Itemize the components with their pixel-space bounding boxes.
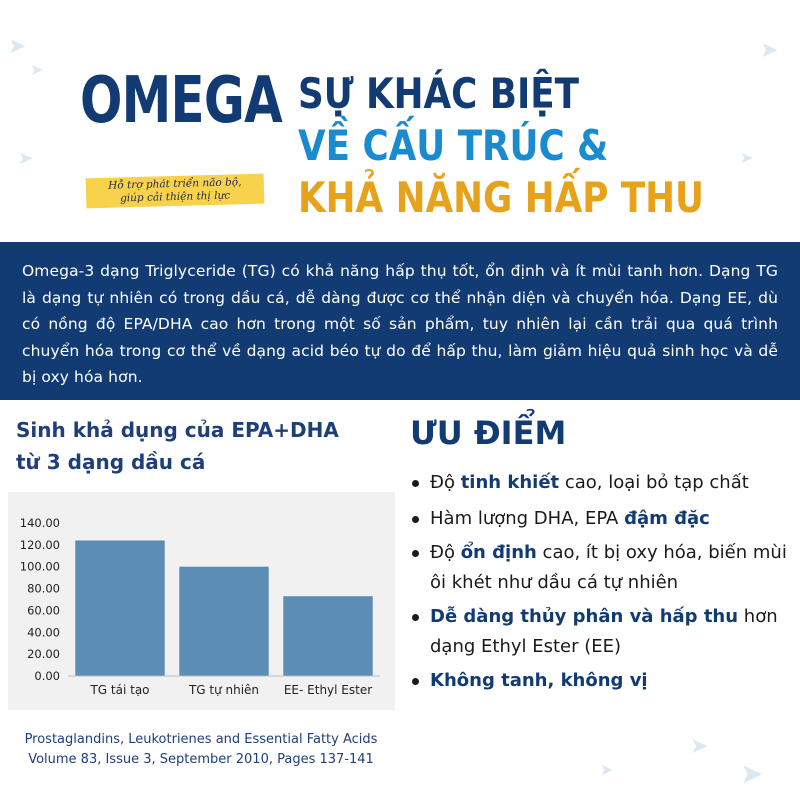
fish-decoration-icon: ➤ bbox=[18, 148, 34, 169]
bar bbox=[75, 540, 164, 676]
bar bbox=[179, 567, 268, 676]
fish-decoration-icon: ➤ bbox=[760, 38, 779, 63]
intro-text: Omega-3 dạng Triglyceride (TG) có khả năng hấp thụ tốt, ổn định và ít mùi tanh hơn. Dạng TG là dạng tự nhiên có trong dầu cá, dễ dàng được cơ thể nhận diện và chuyển hóa. Dạng EE, dù có nồng độ EPA/DHA cao hơn trong một số sản phẩm, tuy nhiên lại cần trải qua quá trình chuyển hóa trong cơ thể về dạng acid béo tự do để hấp thu, làm giảm hiệu quả sinh học và dễ bị oxy hóa hơn. bbox=[22, 262, 778, 386]
fish-decoration-icon: ➤ bbox=[740, 757, 764, 790]
x-category-label: EE- Ethyl Ester bbox=[283, 683, 373, 697]
advantage-item: Độ ổn định cao, ít bị oxy hóa, biến mùi ôi khét như dầu cá tự nhiên bbox=[408, 538, 793, 598]
fish-decoration-icon: ➤ bbox=[30, 60, 44, 79]
x-category-label: TG tự nhiên bbox=[188, 683, 260, 697]
headline bbox=[298, 68, 776, 224]
bar-chart bbox=[8, 492, 395, 710]
fish-decoration-icon: ➤ bbox=[600, 760, 614, 779]
chart-title-line: Sinh khả dụng của EPA+DHA bbox=[16, 418, 339, 442]
advantage-item: Dễ dàng thủy phân và hấp thu hơn dạng Ethyl Ester (EE) bbox=[408, 602, 793, 662]
bar-chart-svg bbox=[8, 492, 395, 710]
intro-banner bbox=[0, 242, 800, 400]
advantage-item: Không tanh, không vị bbox=[408, 666, 793, 696]
y-tick-label: 0.00 bbox=[34, 669, 60, 683]
y-tick-label: 80.00 bbox=[27, 581, 60, 596]
headline-line-2: VỀ CẤU TRÚC & bbox=[298, 121, 609, 170]
y-tick-label: 40.00 bbox=[27, 625, 60, 640]
chart-title bbox=[16, 414, 386, 478]
y-tick-label: 20.00 bbox=[27, 647, 60, 662]
tagline-line: Hỗ trợ phát triển não bộ, bbox=[108, 176, 242, 192]
headline-line-3: KHẢ NĂNG HẤP THU bbox=[298, 173, 705, 222]
advantages-list bbox=[408, 468, 793, 702]
advantage-item: Hàm lượng DHA, EPA đậm đặc bbox=[408, 504, 793, 534]
chart-title-line: từ 3 dạng dầu cá bbox=[16, 450, 206, 474]
brand-logo: OMEGA bbox=[80, 64, 282, 138]
y-tick-label: 60.00 bbox=[27, 603, 60, 618]
y-tick-label: 140.00 bbox=[19, 516, 60, 530]
tagline-line: giúp cải thiện thị lực bbox=[119, 189, 231, 205]
y-tick-label: 120.00 bbox=[19, 537, 60, 552]
reference-line: Volume 83, Issue 3, September 2010, Pages 137-141 bbox=[28, 752, 374, 767]
fish-decoration-icon: ➤ bbox=[690, 734, 709, 759]
reference-line: Prostaglandins, Leukotrienes and Essential Fatty Acids bbox=[24, 732, 378, 747]
fish-decoration-icon: ➤ bbox=[740, 148, 754, 167]
y-tick-label: 100.00 bbox=[19, 559, 60, 574]
headline-line-1: SỰ KHÁC BIỆT bbox=[298, 69, 580, 118]
reference bbox=[8, 730, 394, 770]
fish-decoration-icon: ➤ bbox=[8, 34, 27, 59]
bar bbox=[283, 596, 372, 676]
x-category-label: TG tái tạo bbox=[90, 683, 150, 697]
advantages-title: ƯU ĐIỂM bbox=[410, 414, 567, 452]
brand-tagline bbox=[86, 174, 265, 209]
advantage-item: Độ tinh khiết cao, loại bỏ tạp chất bbox=[408, 468, 793, 498]
